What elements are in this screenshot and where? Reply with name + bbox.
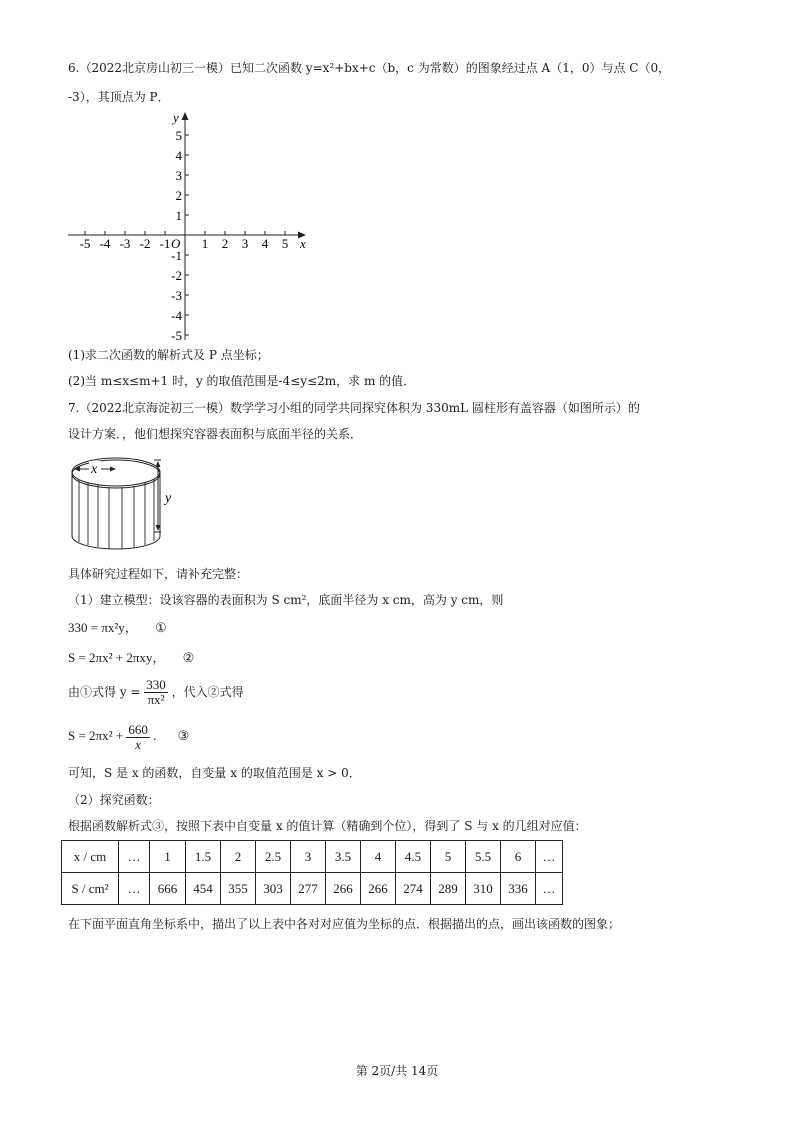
table-cell: … <box>119 873 150 905</box>
table-cell: 4 <box>361 841 396 873</box>
table-cell: x / cm <box>62 841 119 873</box>
table-cell: 289 <box>431 873 466 905</box>
q7-step2: （2）探究函数： <box>68 793 160 807</box>
q7-line1: 7.（2022北京海淀初三一模）数学学习小组的同学共同探究体积为 330mL 圆柱形有盖容器（如图所示）的 <box>68 401 640 415</box>
table-cell: S / cm² <box>62 873 119 905</box>
x-tick-label: 5 <box>281 236 289 251</box>
y-tick-label: 2 <box>175 188 182 203</box>
x-tick-label: 2 <box>221 236 229 251</box>
height-label: y <box>165 491 172 506</box>
table-cell: 266 <box>326 873 361 905</box>
fraction-660-over-x <box>126 723 150 752</box>
table-cell: 266 <box>361 873 396 905</box>
eq2-marker: ② <box>182 650 195 665</box>
domain-statement: 可知，S 是 x 的函数，自变量 x 的取值范围是 x > 0． <box>68 766 361 780</box>
equation-1 <box>68 620 167 636</box>
table-cell: … <box>536 841 563 873</box>
page-footer: 第 2页/共 14页 <box>355 1064 439 1078</box>
y-tick-label: 3 <box>175 168 182 183</box>
derive-prefix: 由①式得 y = <box>68 685 141 699</box>
y-tick-label: -2 <box>171 268 182 283</box>
x-axis-label: x <box>300 236 306 251</box>
table-cell: 3 <box>291 841 326 873</box>
y-tick-label: -1 <box>171 248 182 263</box>
y-axis-label: y <box>173 110 179 125</box>
fraction-numerator: 330 <box>146 677 166 692</box>
table-cell: … <box>119 841 150 873</box>
y-tick-label: -5 <box>171 328 182 343</box>
table-cell: 3.5 <box>326 841 361 873</box>
y-tick-label: 4 <box>175 148 182 163</box>
q7-line2: 设计方案．，他们想探究容器表面积与底面半径的关系． <box>68 427 363 441</box>
y-tick-label: -4 <box>171 308 182 323</box>
eq1-text: 330 = πx²y， <box>68 620 138 635</box>
fraction-numerator: 660 <box>128 721 148 737</box>
q6-coordinate-axes <box>66 108 326 344</box>
eq3-suffix: . <box>153 728 157 743</box>
table-cell: 5.5 <box>466 841 501 873</box>
equation-2 <box>68 650 194 666</box>
y-tick-label: -3 <box>171 288 182 303</box>
table-row <box>62 841 563 873</box>
table-cell: 2 <box>221 841 256 873</box>
table-cell: 274 <box>396 873 431 905</box>
y-tick-label: 5 <box>175 128 182 143</box>
fraction-denominator: πx² <box>147 692 165 707</box>
x-tick-label: -3 <box>119 236 131 251</box>
table-cell: 277 <box>291 873 326 905</box>
cylinder-container-figure <box>66 452 176 556</box>
values-table <box>61 840 563 905</box>
table-cell: 303 <box>256 873 291 905</box>
table-cell: … <box>536 873 563 905</box>
q6-part1: (1)求二次函数的解析式及 P 点坐标； <box>68 348 269 362</box>
q7-after-table: 在下面平面直角坐标系中，描出了以上表中各对对应值为坐标的点．根据描出的点，画出该函数的图象； <box>68 917 621 931</box>
q7-step1: （1）建立模型：设该容器的表面积为 S cm²，底面半径为 x cm，高为 y cm，则 <box>68 593 504 607</box>
q7-intro: 具体研究过程如下，请补充完整： <box>68 567 249 581</box>
fraction-denominator: x <box>135 736 141 752</box>
table-cell: 310 <box>466 873 501 905</box>
equation-3 <box>68 722 189 752</box>
table-cell: 666 <box>150 873 186 905</box>
table-cell: 5 <box>431 841 466 873</box>
q6-line1: 6.（2022北京房山初三一模）已知二次函数 y=x²+bx+c（b，c 为常数）的图象经过点 A（1，0）与点 C（0， <box>68 61 671 75</box>
eq3-marker: ③ <box>177 728 190 743</box>
table-cell: 2.5 <box>256 841 291 873</box>
eq2-text: S = 2πx² + 2πxy， <box>68 650 166 665</box>
fraction-330-over-pix2 <box>144 678 168 707</box>
radius-label: x <box>91 462 98 477</box>
x-tick-label: 4 <box>261 236 269 251</box>
table-cell: 4.5 <box>396 841 431 873</box>
eq1-marker: ① <box>155 620 167 635</box>
table-cell: 6 <box>501 841 536 873</box>
table-cell: 1 <box>150 841 186 873</box>
table-cell: 355 <box>221 873 256 905</box>
x-tick-label: -1 <box>159 236 171 251</box>
table-row <box>62 873 563 905</box>
table-cell: 1.5 <box>186 841 221 873</box>
q6-part2: (2)当 m≤x≤m+1 时，y 的取值范围是-4≤y≤2m，求 m 的值． <box>68 374 416 388</box>
origin-label: O <box>171 236 181 251</box>
x-tick-label: 1 <box>201 236 209 251</box>
q6-line2: -3），其顶点为 P． <box>68 90 170 104</box>
x-tick-label: -2 <box>139 236 151 251</box>
table-cell: 336 <box>501 873 536 905</box>
derivation-line <box>68 678 244 707</box>
q7-step2-desc: 根据函数解析式③，按照下表中自变量 x 的值计算（精确到个位），得到了 S 与 x 的几组对应值： <box>68 819 587 833</box>
x-tick-label: -5 <box>79 236 91 251</box>
table-cell: 454 <box>186 873 221 905</box>
eq3-prefix: S = 2πx² + <box>68 728 124 743</box>
derive-suffix: ，代入②式得 <box>171 685 244 699</box>
x-tick-label: 3 <box>241 236 249 251</box>
x-tick-label: -4 <box>99 236 111 251</box>
y-tick-label: 1 <box>175 208 182 223</box>
